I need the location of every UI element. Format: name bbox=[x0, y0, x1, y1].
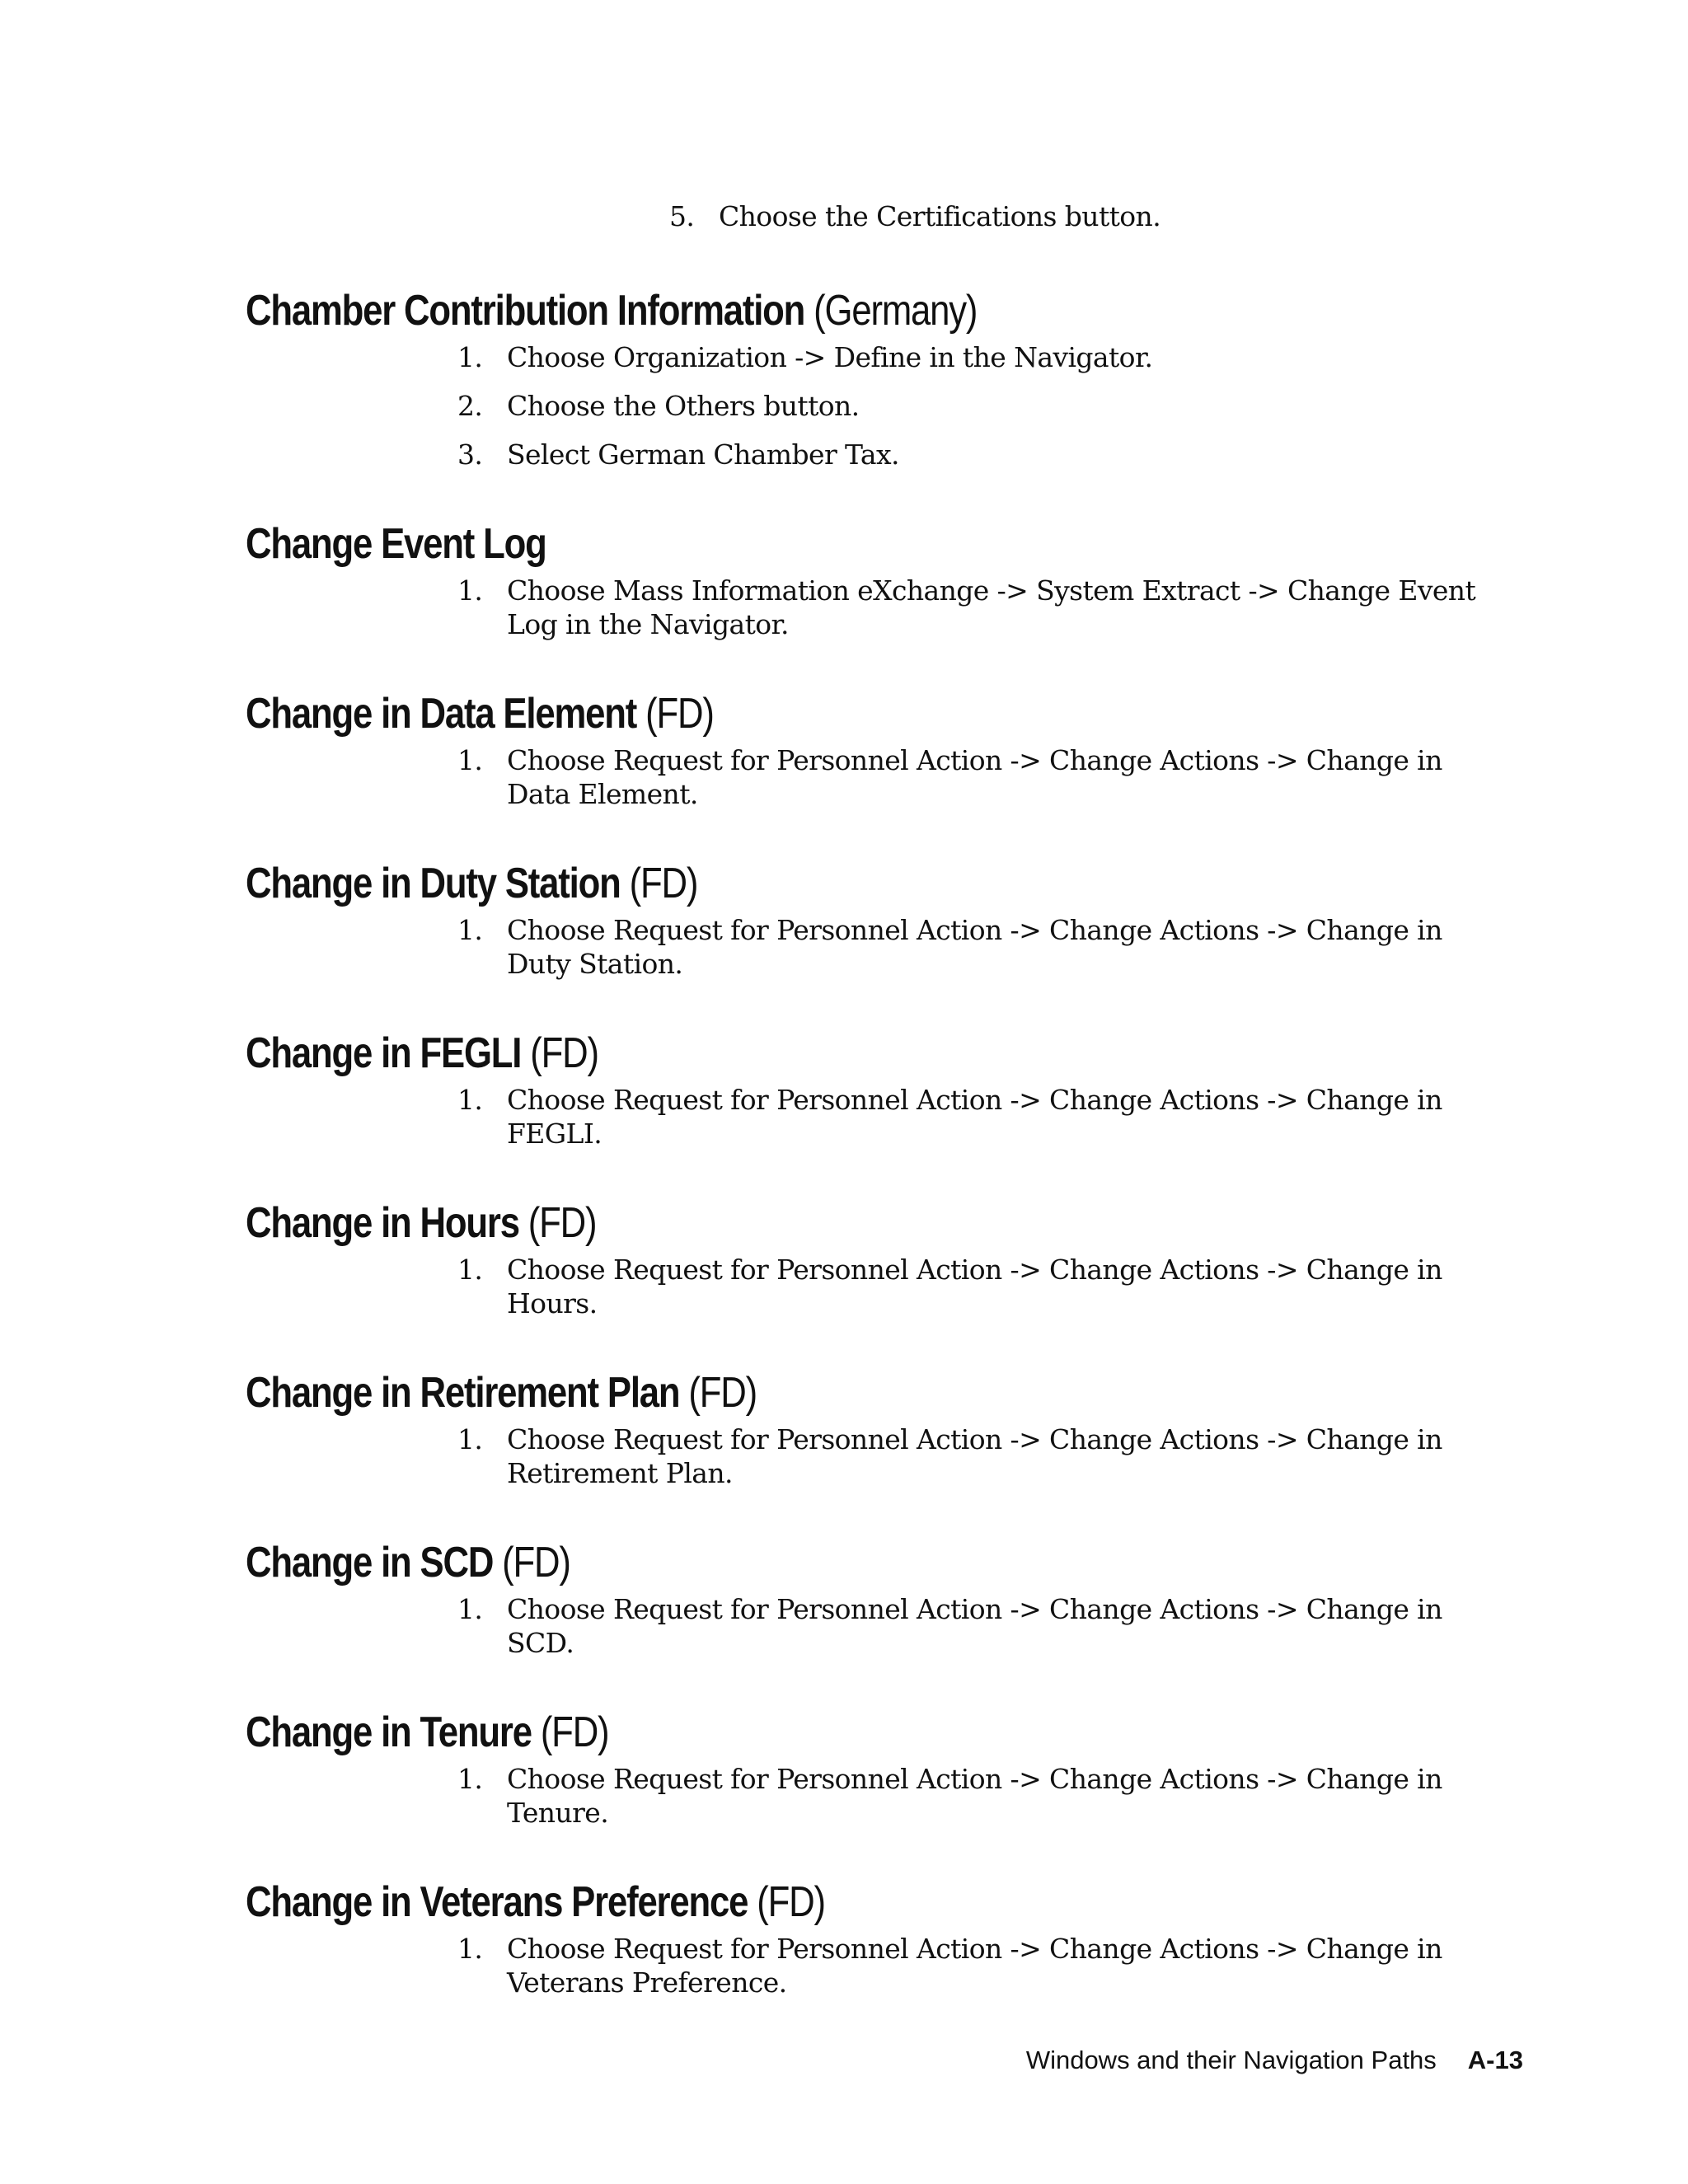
section-change-in-scd bbox=[246, 1537, 1564, 1660]
step-number: 1. bbox=[457, 914, 483, 946]
step-list bbox=[457, 913, 1529, 981]
step-list bbox=[457, 1422, 1529, 1490]
section-change-in-duty-station bbox=[246, 858, 1564, 981]
step-number: 1. bbox=[457, 1593, 483, 1625]
section-title: Change in Data Element bbox=[246, 690, 637, 738]
section-qualifier: (FD) bbox=[528, 1199, 597, 1247]
step-list bbox=[457, 1253, 1529, 1320]
section-qualifier: (FD) bbox=[645, 690, 714, 738]
step-number: 1. bbox=[457, 1933, 483, 1965]
section-heading bbox=[246, 518, 1353, 569]
step-list bbox=[457, 574, 1529, 641]
step-item bbox=[457, 438, 1529, 471]
section-change-in-fegli bbox=[246, 1028, 1564, 1151]
step-text: Choose Request for Personnel Action -> Change Actions -> Change in Hours. bbox=[507, 1254, 1442, 1319]
step-number: 2. bbox=[457, 390, 483, 422]
section-qualifier: (FD) bbox=[540, 1708, 609, 1756]
step-item bbox=[457, 1422, 1529, 1490]
step-number: 1. bbox=[457, 341, 483, 373]
footer-title: Windows and their Navigation Paths bbox=[1025, 2046, 1437, 2074]
section-qualifier: (Germany) bbox=[814, 287, 978, 335]
section-title: Change in Duty Station bbox=[246, 860, 621, 907]
step-item bbox=[457, 574, 1529, 641]
section-change-event-log bbox=[246, 518, 1564, 641]
step-text: Choose Mass Information eXchange -> System Extract -> Change Event Log in the Navigator. bbox=[507, 574, 1476, 640]
section-heading bbox=[246, 1028, 1353, 1079]
section-change-in-veterans-preference bbox=[246, 1877, 1564, 1999]
step-text: Select German Chamber Tax. bbox=[507, 438, 899, 471]
step-text: Choose Request for Personnel Action -> Change Actions -> Change in FEGLI. bbox=[507, 1084, 1442, 1150]
section-change-in-tenure bbox=[246, 1707, 1564, 1830]
step-text: Choose Request for Personnel Action -> Change Actions -> Change in Data Element. bbox=[507, 744, 1442, 810]
step-item bbox=[457, 389, 1529, 423]
section-qualifier: (FD) bbox=[530, 1029, 598, 1077]
intro-step-list bbox=[669, 199, 1688, 233]
section-change-in-retirement-plan bbox=[246, 1367, 1564, 1490]
step-number: 1. bbox=[457, 1763, 483, 1795]
section-chamber-contribution-information bbox=[246, 285, 1564, 471]
step-item bbox=[457, 340, 1529, 374]
page-number: A-13 bbox=[1467, 2046, 1523, 2074]
step-number: 5. bbox=[669, 200, 695, 232]
section-heading bbox=[246, 1707, 1353, 1758]
step-text: Choose Request for Personnel Action -> Change Actions -> Change in Veterans Preference. bbox=[507, 1933, 1442, 1999]
step-number: 1. bbox=[457, 1254, 483, 1286]
section-change-in-hours bbox=[246, 1197, 1564, 1320]
step-text: Choose Request for Personnel Action -> Change Actions -> Change in Retirement Plan. bbox=[507, 1423, 1442, 1489]
section-heading bbox=[246, 1367, 1353, 1418]
step-number: 1. bbox=[457, 1423, 483, 1455]
step-item bbox=[457, 913, 1529, 981]
step-number: 1. bbox=[457, 1084, 483, 1116]
section-heading bbox=[246, 1197, 1353, 1249]
page-footer bbox=[1026, 2044, 1523, 2077]
section-title: Change in SCD bbox=[246, 1539, 494, 1586]
step-item bbox=[457, 1083, 1529, 1151]
section-title: Change Event Log bbox=[246, 520, 546, 568]
step-text: Choose the Certifications button. bbox=[719, 200, 1161, 232]
step-item bbox=[457, 1762, 1529, 1830]
step-list bbox=[457, 743, 1529, 811]
section-heading bbox=[246, 688, 1353, 739]
section-heading bbox=[246, 285, 1353, 336]
step-number: 1. bbox=[457, 744, 483, 776]
step-text: Choose Request for Personnel Action -> Change Actions -> Change in Duty Station. bbox=[507, 914, 1442, 980]
section-qualifier: (FD) bbox=[502, 1539, 570, 1586]
section-heading bbox=[246, 1537, 1353, 1588]
intro-step bbox=[669, 199, 1688, 233]
step-text: Choose the Others button. bbox=[507, 390, 860, 422]
section-list bbox=[246, 285, 1564, 1999]
section-title: Chamber Contribution Information bbox=[246, 287, 805, 335]
section-heading bbox=[246, 1877, 1353, 1928]
step-list bbox=[457, 1083, 1529, 1151]
step-text: Choose Organization -> Define in the Navigator. bbox=[507, 341, 1153, 373]
step-list bbox=[457, 1592, 1529, 1660]
section-qualifier: (FD) bbox=[629, 860, 698, 907]
section-title: Change in Retirement Plan bbox=[246, 1369, 680, 1417]
step-item bbox=[457, 1253, 1529, 1320]
step-list bbox=[457, 1762, 1529, 1830]
step-item bbox=[457, 1592, 1529, 1660]
section-title: Change in Hours bbox=[246, 1199, 519, 1247]
step-number: 1. bbox=[457, 574, 483, 607]
section-qualifier: (FD) bbox=[688, 1369, 757, 1417]
step-item bbox=[457, 743, 1529, 811]
section-title: Change in FEGLI bbox=[246, 1029, 522, 1077]
step-number: 3. bbox=[457, 438, 483, 471]
section-qualifier: (FD) bbox=[757, 1878, 825, 1926]
step-text: Choose Request for Personnel Action -> Change Actions -> Change in SCD. bbox=[507, 1593, 1442, 1659]
step-list bbox=[457, 340, 1529, 471]
section-heading bbox=[246, 858, 1353, 909]
section-title: Change in Veterans Preference bbox=[246, 1878, 748, 1926]
section-title: Change in Tenure bbox=[246, 1708, 532, 1756]
step-item bbox=[457, 1932, 1529, 1999]
step-list bbox=[457, 1932, 1529, 1999]
step-text: Choose Request for Personnel Action -> Change Actions -> Change in Tenure. bbox=[507, 1763, 1442, 1829]
section-change-in-data-element bbox=[246, 688, 1564, 811]
